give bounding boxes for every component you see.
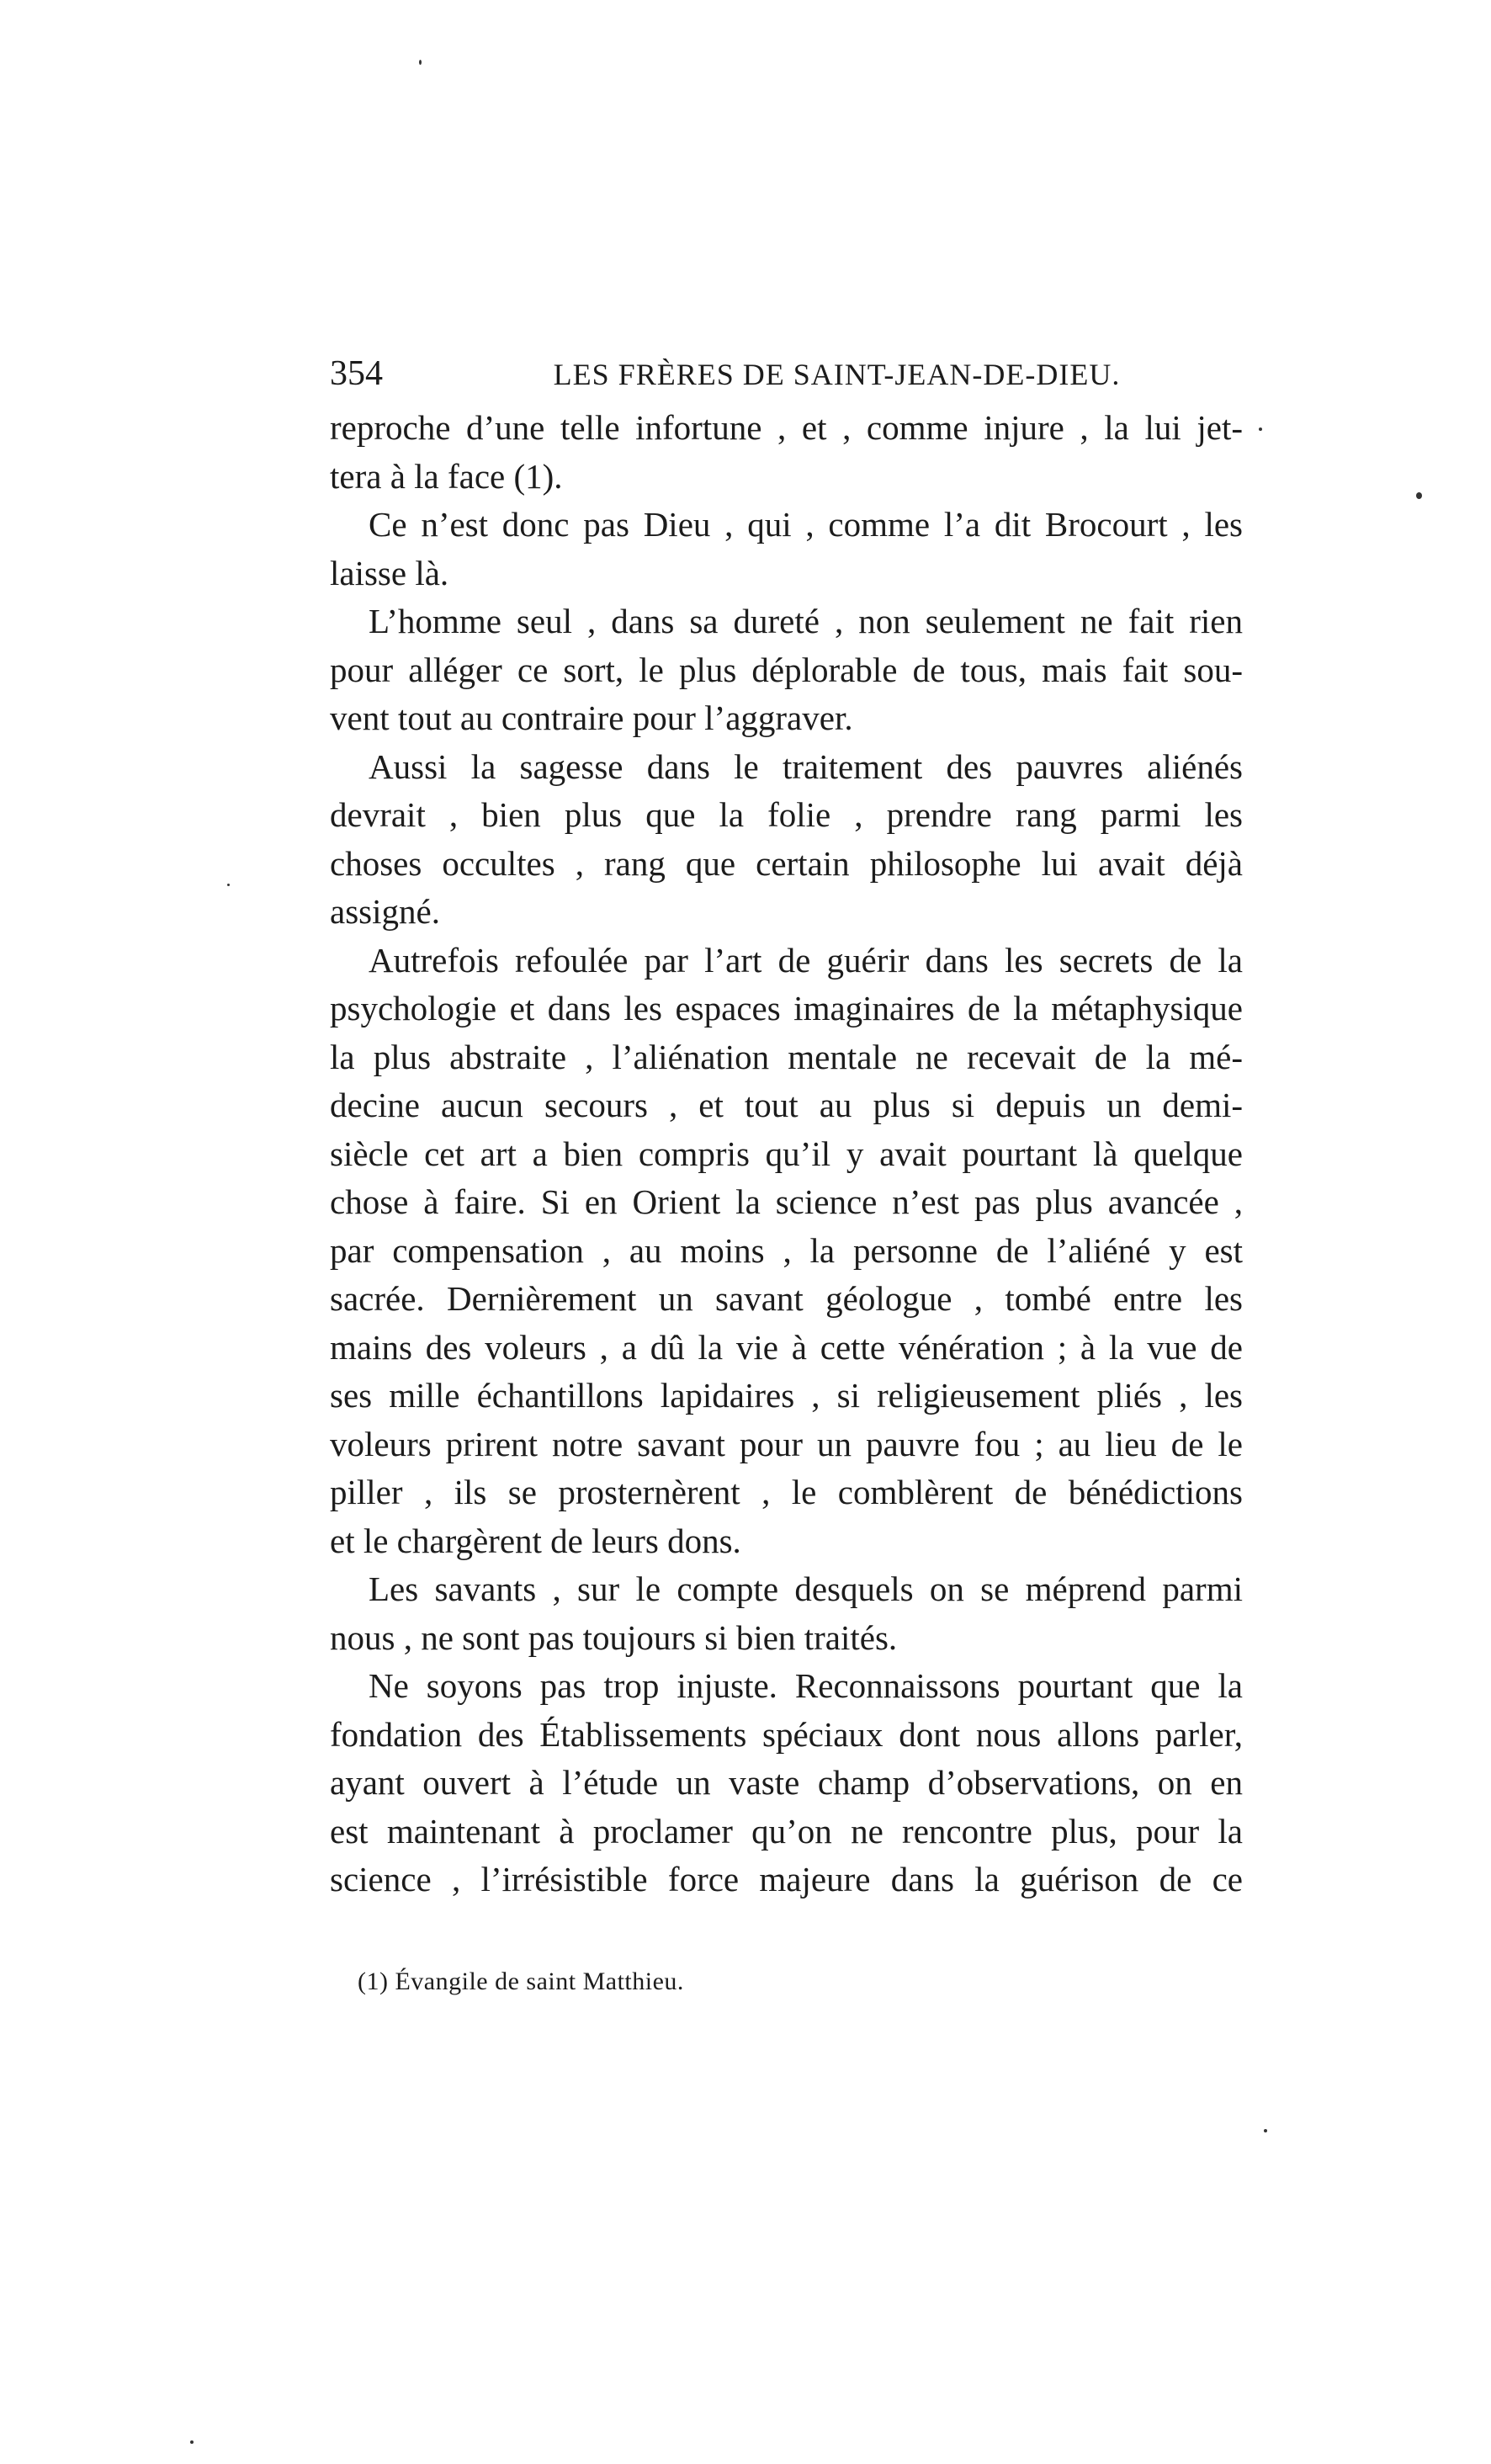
text-line: est maintenant à proclamer qu’on ne rencontre plus, pour la bbox=[330, 1811, 1243, 1851]
scan-speck bbox=[1416, 492, 1422, 499]
text-line: voleurs prirent notre savant pour un pauvre fou ; au lieu de le bbox=[330, 1424, 1243, 1463]
text-line: sacrée. Dernièrement un savant géologue , tombé entre les bbox=[330, 1279, 1243, 1318]
text-line: ayant ouvert à l’étude un vaste champ d’observations, on en bbox=[330, 1763, 1243, 1802]
text-line: Ce n’est donc pas Dieu , qui , comme l’a dit Brocourt , les bbox=[369, 505, 1243, 544]
footnote: (1) Évangile de saint Matthieu. bbox=[358, 1967, 684, 1995]
text-line: fondation des Établissements spéciaux dont nous allons parler, bbox=[330, 1714, 1243, 1754]
text-line: choses occultes , rang que certain philosophe lui avait déjà bbox=[330, 843, 1243, 883]
text-line: Aussi la sagesse dans le traitement des pauvres aliénés bbox=[369, 746, 1243, 786]
scan-speck bbox=[227, 884, 230, 886]
page-number: 354 bbox=[330, 354, 383, 393]
text-line: par compensation , au moins , la personne de l’aliéné y est bbox=[330, 1230, 1243, 1270]
text-line: decine aucun secours , et tout au plus si depuis un demi- bbox=[330, 1086, 1243, 1124]
text-line: science , l’irrésistible force majeure dans la guérison de ce bbox=[330, 1860, 1243, 1898]
text-line: mains des voleurs , a dû la vie à cette vénération ; à la vue de bbox=[330, 1327, 1243, 1367]
text-line: L’homme seul , dans sa dureté , non seulement ne fait rien bbox=[369, 602, 1243, 640]
text-line: psychologie et dans les espaces imaginaires de la métaphysique bbox=[330, 989, 1243, 1028]
body-text bbox=[330, 404, 1243, 1904]
book-page bbox=[330, 353, 1243, 1904]
text-line: Les savants , sur le compte desquels on se méprend parmi bbox=[369, 1569, 1243, 1608]
text-line: vent tout au contraire pour l’aggraver. bbox=[330, 698, 853, 737]
text-line: devrait , bien plus que la folie , prendre rang parmi les bbox=[330, 795, 1243, 834]
text-line: laisse là. bbox=[330, 553, 449, 592]
text-line: assigné. bbox=[330, 892, 440, 931]
text-line: la plus abstraite , l’aliénation mentale ne recevait de la mé- bbox=[330, 1037, 1243, 1076]
text-line: pour alléger ce sort, le plus déplorable de tous, mais fait sou- bbox=[330, 650, 1243, 689]
scan-speck bbox=[190, 2440, 194, 2444]
text-line: chose à faire. Si en Orient la science n’est pas plus avancée , bbox=[330, 1182, 1243, 1221]
text-line: siècle cet art a bien compris qu’il y avait pourtant là quelque bbox=[330, 1134, 1243, 1173]
text-line: nous , ne sont pas toujours si bien traités. bbox=[330, 1617, 898, 1657]
text-line: et le chargèrent de leurs dons. bbox=[330, 1521, 741, 1560]
text-line: ses mille échantillons lapidaires , si religieusement pliés , les bbox=[330, 1376, 1243, 1415]
scan-speck bbox=[1259, 427, 1262, 431]
text-line: Autrefois refoulée par l’art de guérir dans les secrets de la bbox=[369, 940, 1243, 980]
text-line: piller , ils se prosternèrent , le comblèrent de bénédictions bbox=[330, 1473, 1243, 1511]
scan-speck bbox=[419, 60, 422, 65]
text-line: reproche d’une telle infortune , et , comme injure , la lui jet- bbox=[330, 408, 1243, 447]
text-line: tera à la face (1). bbox=[330, 456, 563, 496]
running-title: LES FRÈRES DE SAINT-JEAN-DE-DIEU. bbox=[553, 358, 1121, 391]
running-head bbox=[330, 353, 1243, 396]
scan-speck bbox=[1264, 2129, 1267, 2132]
text-line: Ne soyons pas trop injuste. Reconnaissons pourtant que la bbox=[369, 1666, 1243, 1705]
